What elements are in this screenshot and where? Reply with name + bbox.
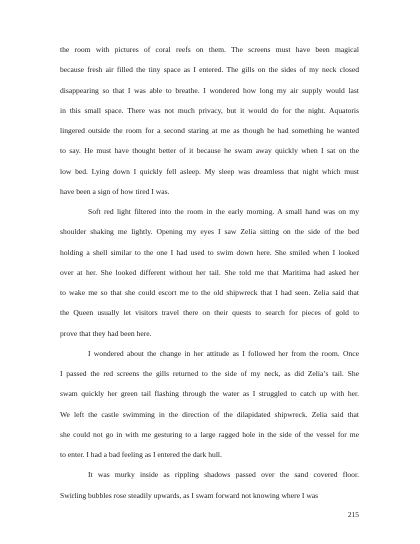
text-line: because fresh air filled the tiny space as I entered. The gills on the sides of my neck closed <box>60 65 359 75</box>
paragraph <box>60 465 359 506</box>
text-line: she could not go in with me gesturing to a large ragged hole in the side of the vessel for me <box>60 429 359 439</box>
text-line: the Queen usually let visitors travel there on their quests to search for pieces of gold to <box>60 308 359 318</box>
text-line: the room with pictures of coral reefs on them. The screens must have been magical <box>60 45 359 54</box>
text-line: We left the castle swimming in the direction of the dilapidated shipwreck. Zelia said that <box>60 409 359 419</box>
text-line: to enter. I had a bad feeling as I entered the dark hull. <box>60 450 222 459</box>
text-line: disappearing so that I was able to breathe. I wondered how long my air supply would last <box>60 85 359 95</box>
text-line: holding a shell similar to the one I had used to swim down here. She smiled when I looked <box>60 247 359 257</box>
text-line: shoulder shaking me lightly. Opening my eyes I saw Zelia sitting on the side of the bed <box>60 227 359 237</box>
text-line: to wake me so that she could escort me to the old shipwreck that I had seen. Zelia said that <box>60 288 359 297</box>
text-line: prove that they had been here. <box>60 328 152 338</box>
paragraph <box>60 40 359 202</box>
text-line: It was murky inside as rippling shadows passed over the sand covered floor. <box>88 470 359 480</box>
paragraph <box>60 344 359 466</box>
text-line: low bed. Lying down I quickly fell asleep. My sleep was dreamless that night which must <box>60 166 359 176</box>
body-text <box>60 40 359 506</box>
text-line: I passed the red screens the gills returned to the side of my neck, as did Zelia’s tail. She <box>60 369 359 378</box>
paragraph <box>60 202 359 344</box>
text-line: over at her. She looked different without her tail. She told me that Maritima had asked her <box>60 267 359 277</box>
text-line: in this small space. There was not much privacy, but it would do for the night. Aquatoris <box>60 105 359 115</box>
text-line: Swirling bubbles rose steadily upwards, as I swam forward not knowing where I was <box>60 490 319 500</box>
text-line: have been a sign of how tired I was. <box>60 186 170 196</box>
text-line: swam quickly her green tail flashing through the water as I struggled to catch up with her. <box>60 389 359 399</box>
text-line: Soft red light filtered into the room in the early morning. A small hand was on my <box>88 207 359 216</box>
text-line: lingered outside the room for a second staring at me as though he had something he wanted <box>60 126 359 135</box>
text-line: to say. He must have thought better of it because he swam away quickly when I sat on the <box>60 146 359 156</box>
text-line: I wondered about the change in her attitude as I followed her from the room. Once <box>88 348 359 358</box>
page-number: 215 <box>347 510 359 519</box>
